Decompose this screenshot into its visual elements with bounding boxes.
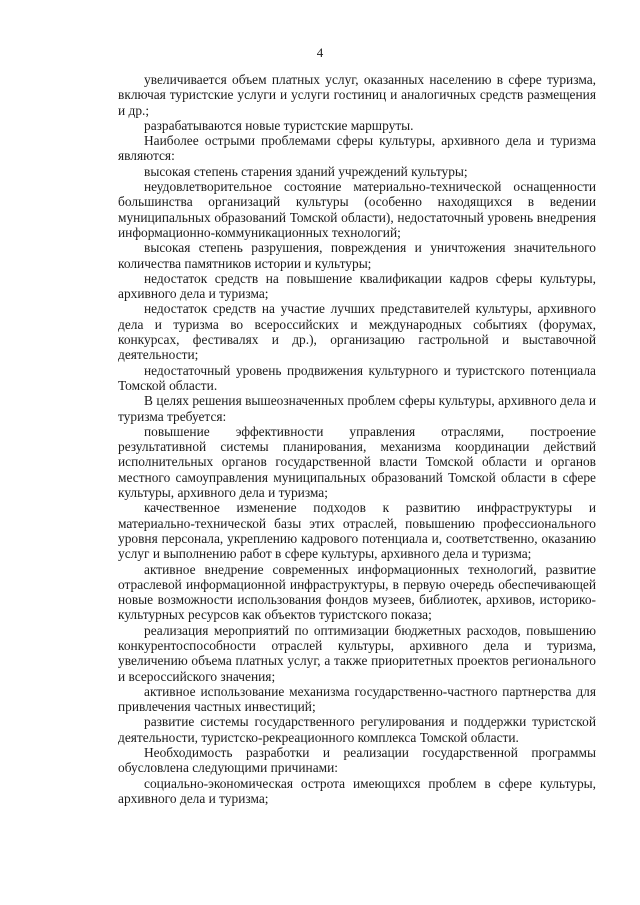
- paragraph-6: высокая степень разрушения, повреждения и уничтожения значительного количества памятников истории и культуры;: [118, 240, 596, 271]
- paragraph-11: повышение эффективности управления отраслями, построение результативной системы планирования, механизма координации действий исполнительных органов государственной власти Томской области и органов местного самоуправления муниципальных образований Томской области в сфере культуры, архивного дела и туризма;: [118, 423, 596, 501]
- paragraph-5: неудовлетворительное состояние материально-технической оснащенности большинства организаций культуры (особенно находящихся в ведении муниципальных образований Томской области), недостаточный уровень внедрения информационно-коммуникационных технологий;: [118, 179, 596, 240]
- paragraph-13: активное внедрение современных информационных технологий, развитие отраслевой информационной инфраструктуры, в первую очередь обеспечивающей новые возможности использования фондов музеев, библиотек, архивов, историко-культурных ресурсов как объектов туристского показа;: [118, 561, 596, 623]
- paragraph-17: Необходимость разработки и реализации государственной программы обусловлена следующими причинами:: [118, 745, 596, 776]
- paragraph-7: недостаток средств на повышение квалификации кадров сферы культуры, архивного дела и туризма;: [118, 270, 596, 302]
- document-body: [118, 72, 596, 806]
- paragraph-16: развитие системы государственного регулирования и поддержки туристской деятельности, туристско-рекреационного комплекса Томской области.: [118, 714, 596, 745]
- paragraph-18: социально-экономическая острота имеющихся проблем в сфере культуры, архивного дела и туризма;: [118, 775, 596, 806]
- paragraph-12: качественное изменение подходов к развитию инфраструктуры и материально-технической базы этих отраслей, повышению профессионального уровня персонала, укреплению кадрового потенциала и, соответственно, оказанию услуг и выполнению работ в сфере культуры, архивного дела и туризма;: [118, 500, 596, 562]
- paragraph-9: недостаточный уровень продвижения культурного и туристского потенциала Томской области.: [118, 362, 596, 393]
- paragraph-8: недостаток средств на участие лучших представителей культуры, архивного дела и туризма во всероссийских и международных событиях (форумах, конкурсах, фестивалях и др.), организацию гастрольной и выставочной деятельности;: [118, 301, 596, 363]
- paragraph-15: активное использование механизма государственно-частного партнерства для привлечения частных инвестиций;: [118, 683, 596, 715]
- page-number: 4: [316, 45, 324, 60]
- paragraph-14: реализация мероприятий по оптимизации бюджетных расходов, повышению конкурентоспособности отраслей культуры, архивного дела и туризма, увеличению объема платных услуг, а также приоритетных проектов регионального и всероссийского значения;: [118, 622, 596, 684]
- paragraph-3: Наиболее острыми проблемами сферы культуры, архивного дела и туризма являются:: [118, 133, 596, 164]
- paragraph-10: В целях решения вышеозначенных проблем сферы культуры, архивного дела и туризма требуется:: [118, 393, 596, 424]
- paragraph-2: разрабатываются новые туристские маршруты.: [144, 117, 414, 133]
- paragraph-4: высокая степень старения зданий учреждений культуры;: [144, 163, 468, 179]
- paragraph-1: увеличивается объем платных услуг, оказанных населению в сфере туризма, включая туристские услуги и услуги гостиниц и аналогичных средств размещения и др.;: [118, 72, 596, 118]
